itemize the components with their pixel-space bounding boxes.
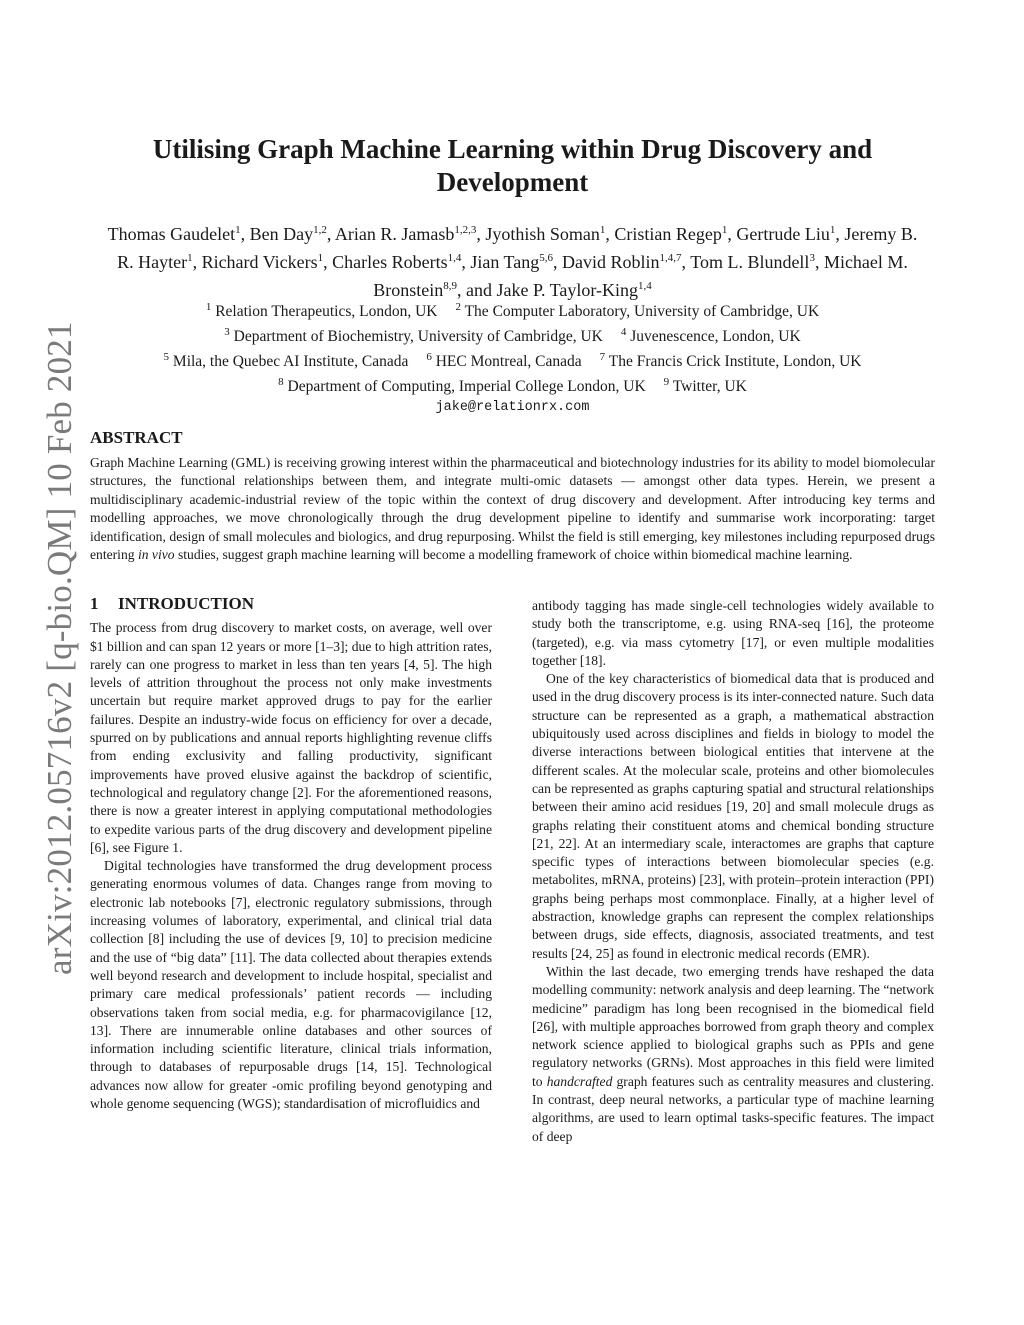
- affiliation-text: Mila, the Quebec AI Institute, Canada: [172, 353, 409, 371]
- author-affiliation-marker: 1,2: [313, 224, 327, 236]
- affiliation-number: 8: [278, 376, 284, 389]
- author-affiliation-marker: 1,2,3: [454, 224, 477, 236]
- section-title: INTRODUCTION: [118, 594, 255, 613]
- affiliation-number: 3: [224, 326, 230, 339]
- abstract-text: Graph Machine Learning (GML) is receiving growing interest within the pharmaceutical and biotechnology industries for its ability to model biomolecular structures, the functional relationships between them, and integrate multi-omic datasets — amongst other data types. Herein, we present a multidisciplinary academic-industrial review of the topic within the context of drug discovery and development. After introducing key terms and modelling approaches, we move chronologically through the drug development pipeline to identify and summarise work incorporating: target identification, design of small molecules and biologics, and drug repurposing. Whilst the field is still emerging, key milestones including repurposed drugs entering: [90, 455, 935, 563]
- body-paragraph: antibody tagging has made single-cell technologies widely available to study both the transcriptome, e.g. using RNA-seq [16], the proteome (targeted), e.g. via mass cytometry [17], or even multiple modalities together [18].: [532, 598, 934, 668]
- contact-email[interactable]: jake@relationrx.com: [435, 399, 590, 415]
- arxiv-identifier: arXiv:2012.05716v2 [q-bio.QM] 10 Feb 2021: [40, 321, 79, 975]
- author: [614, 224, 736, 244]
- author-affiliation-marker: 1,4: [447, 252, 462, 264]
- affiliation-text: Department of Biochemistry, University of Cambridge, UK: [233, 328, 603, 346]
- author-name: Jyothish Soman: [485, 224, 600, 244]
- author-affiliation-marker: 1: [317, 252, 324, 264]
- author-name: Tom L. Blundell: [690, 252, 810, 272]
- abstract-body: [90, 454, 935, 564]
- affiliation-number: 7: [599, 351, 606, 364]
- author: [485, 224, 614, 244]
- author-affiliation-marker: 1,4: [638, 280, 652, 292]
- affiliation-number: 2: [455, 301, 461, 313]
- affiliation-line: [90, 297, 935, 322]
- section-number: 1: [90, 594, 99, 613]
- author-separator: ,: [727, 224, 737, 244]
- author-affiliation-marker: 1: [187, 252, 193, 264]
- author: [332, 252, 470, 272]
- author-list: [100, 218, 925, 302]
- author-affiliation-marker: 1,4,7: [659, 252, 682, 264]
- body-text: Within the last decade, two emerging trends have reshaped the data modelling community: network analysis and deep learning. The “network medicine” paradigm has long been recognised in the biomedical field [26], with multiple approaches borrowed from graph theory and complex network science applied to biological graphs such as PPIs and gene regulatory networks (GRNs). Most approaches in this field were limited to: [532, 963, 934, 1089]
- author-separator: ,: [553, 252, 563, 272]
- affiliation-number: 6: [426, 351, 432, 364]
- author-separator: ,: [476, 224, 486, 244]
- affiliation-line: [90, 322, 935, 347]
- affiliation-number: 9: [663, 376, 670, 389]
- right-column: [532, 597, 934, 1146]
- author: [250, 224, 335, 244]
- author-name: Ben Day: [249, 224, 314, 244]
- body-paragraph: Digital technologies have transformed the drug development process generating enormous volumes of data. Changes range from moving to electronic lab notebooks [7], electronic regulatory submissions, through increasing volumes of laboratory, experimental, and clinical trial data collection [8] including the use of devices [9, 10] to precision medicine and the use of “big data” [11]. The data collected about therapies extends well beyond research and development to include hospital, specialist and primary care medical professionals’ patient records — including observations taken from social media, e.g. for pharmacovigilance [12, 13]. There are innumerable online databases and other sources of information including scientific literature, clinical trials information, through to databases of repurposable drugs [14, 15]. Technological advances now allow for greater -omic profiling beyond genotyping and whole genome sequencing (WGS); standardisation of microfluidics and: [90, 858, 492, 1112]
- left-column: [90, 595, 492, 1113]
- abstract-text: studies, suggest graph machine learning will become a modelling framework of choice within biomedical machine learning.: [174, 547, 853, 563]
- affiliation-text: HEC Montreal, Canada: [435, 353, 582, 371]
- affiliation-number: 4: [620, 326, 627, 339]
- author-separator: ,: [240, 224, 250, 244]
- author: [562, 252, 690, 272]
- author-name: Charles Roberts: [332, 252, 448, 272]
- author-name: Cristian Regep: [614, 224, 722, 244]
- body-text: graph features such as centrality measures and clustering. In contrast, deep neural networks, a particular type of machine learning algorithms, are used to learn optimal tasks-specific features. The impact of deep: [532, 1073, 934, 1144]
- affiliation-number: 5: [163, 351, 170, 364]
- author: [202, 252, 333, 272]
- author-affiliation-marker: 8,9: [443, 280, 457, 292]
- author-name: Jake P. Taylor-King: [496, 280, 639, 300]
- author-name: Richard Vickers: [201, 252, 318, 272]
- author-affiliation-marker: 3: [809, 252, 815, 264]
- author-separator: ,: [323, 252, 333, 272]
- author: [690, 252, 824, 272]
- author-separator: ,: [681, 252, 691, 272]
- paper-title: Utilising Graph Machine Learning within Drug Discovery and Development: [152, 134, 873, 197]
- author-name: Jian Tang: [470, 252, 540, 272]
- author-affiliation-marker: 1: [599, 224, 606, 236]
- author-name: David Roblin: [562, 252, 660, 272]
- abstract-emphasis: in vivo: [137, 547, 175, 563]
- affiliation-line: [90, 347, 935, 372]
- affiliation-text: Juvenescence, London, UK: [630, 328, 801, 346]
- affiliation-text: Twitter, UK: [672, 378, 747, 396]
- author-separator: ,: [605, 224, 615, 244]
- author-name: Jeremy B. R. Hayter: [117, 224, 918, 272]
- author-affiliation-marker: 1: [721, 224, 728, 236]
- author: [470, 252, 562, 272]
- author-name: Arian R. Jamasb: [334, 224, 455, 244]
- author-separator: ,: [814, 252, 824, 272]
- author-affiliation-marker: 1: [235, 224, 241, 236]
- author-name: Thomas Gaudelet: [107, 224, 236, 244]
- body-emphasis: handcrafted: [546, 1073, 613, 1089]
- section-heading: [90, 595, 492, 613]
- body-paragraph: The process from drug discovery to market costs, on average, well over $1 billion and can span 12 years or more [1–3]; due to high attrition rates, rarely can one progress to market in less than ten years [4, 5]. The high levels of attrition throughout the process not only make investments uncertain but require market approved drugs to pay for the earlier failures. Despite an industry-wide focus on efficiency for over a decade, spurred on by publications and annual reports highlighting revenue cliffs from ending exclusivity and falling productivity, significant improvements have proved elusive against the backdrop of scientific, technological and regulatory change [2]. For the aforementioned reasons, there is now a greater interest in applying computational methodologies to expedite various parts of the drug discovery and development pipeline [6], see Figure 1.: [90, 620, 492, 855]
- author-separator: ,: [835, 224, 845, 244]
- affiliation-text: The Francis Crick Institute, London, UK: [608, 353, 862, 371]
- affiliation-text: Department of Computing, Imperial College London, UK: [287, 378, 646, 396]
- author-separator: ,: [192, 252, 202, 272]
- author: [335, 224, 485, 244]
- author-separator: , and: [456, 280, 497, 300]
- author-affiliation-marker: 1: [829, 224, 836, 236]
- author: [736, 224, 844, 244]
- affiliation-line: [90, 372, 935, 397]
- body-paragraph: [532, 963, 934, 1146]
- author: [108, 224, 250, 244]
- author-separator: ,: [326, 224, 335, 244]
- affiliation-text: The Computer Laboratory, University of Cambridge, UK: [464, 303, 820, 321]
- author-name: Gertrude Liu: [736, 224, 830, 244]
- abstract-heading: ABSTRACT: [90, 428, 183, 447]
- affiliation-number: 1: [205, 301, 212, 313]
- affiliation-list: [90, 297, 935, 418]
- author-separator: ,: [461, 252, 471, 272]
- body-paragraph: One of the key characteristics of biomedical data that is produced and used in the drug discovery process is its inter-connected nature. Such data structure can be represented as a graph, a mathematical abstraction ubiquitously used across disciplines and fields in biology to model the diverse interactions between biological entities that intervene at the different scales. At the molecular scale, proteins and other biomolecules can be represented as graphs capturing spatial and structural relationships between their amino acid residues [19, 20] and small molecule drugs as graphs relating their constituent atoms and chemical bonding structure [21, 22]. At an intermediary scale, interactomes are graphs that capture specific types of interactions between biomolecular species (e.g. metabolites, mRNA, proteins) [23], with protein–protein interaction (PPI) graphs being perhaps most commonplace. Finally, at a higher level of abstraction, knowledge graphs can represent the complex relationships between drugs, side effects, diagnosis, associated treatments, and test results [24, 25] as found in electronic medical records (EMR).: [532, 671, 934, 961]
- author-affiliation-marker: 5,6: [539, 252, 554, 264]
- author-name: Michael M. Bronstein: [373, 252, 908, 300]
- affiliation-text: Relation Therapeutics, London, UK: [215, 303, 438, 321]
